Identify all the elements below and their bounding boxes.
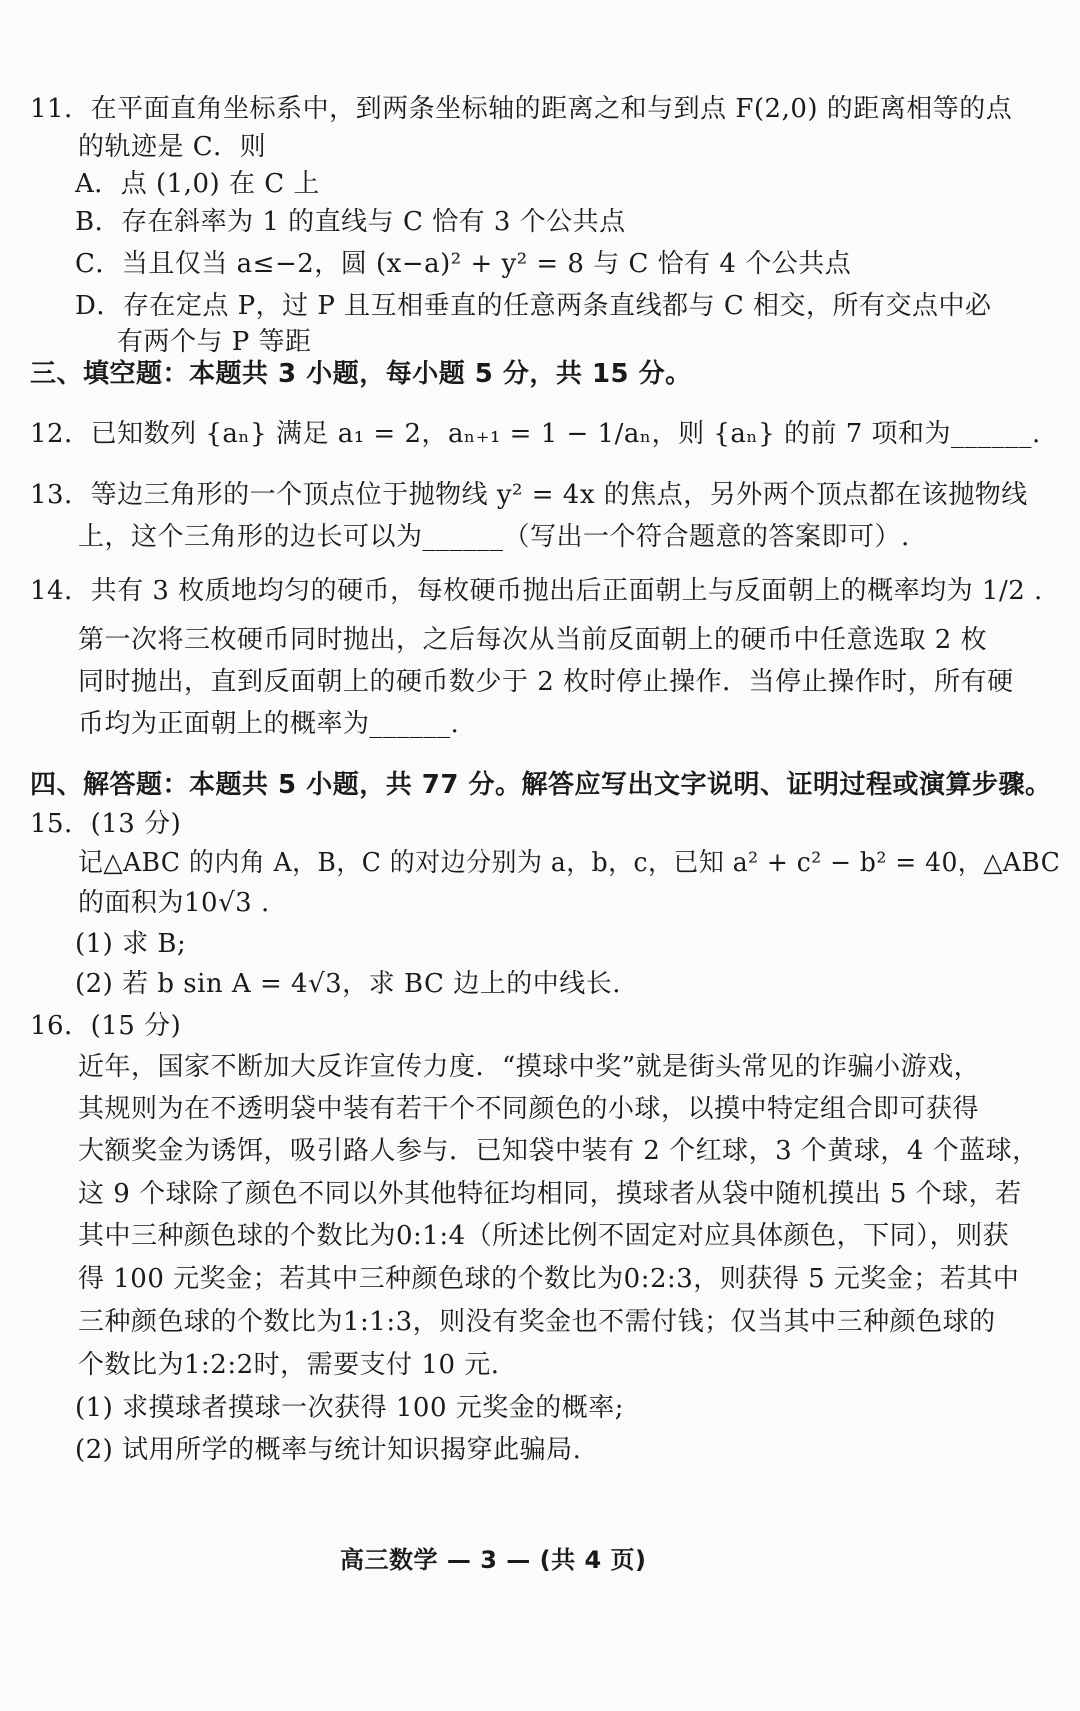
q11-option-b: B．存在斜率为 1 的直线与 C 恰有 3 个公共点 [75,207,626,237]
q14-line-4: 币均为正面朝上的概率为______. [78,709,460,739]
q14-line-1: 14．共有 3 枚质地均匀的硬币，每枚硬币抛出后正面朝上与反面朝上的概率均为 1/2 . [30,576,1043,606]
q15-part-2: (2) 若 b sin A = 4√3，求 BC 边上的中线长. [75,969,621,999]
q16-part-2: (2) 试用所学的概率与统计知识揭穿此骗局. [75,1435,582,1465]
section-3-heading: 三、填空题：本题共 3 小题，每小题 5 分，共 15 分。 [30,359,692,389]
q16-line-2: 其规则为在不透明袋中装有若干个不同颜色的小球，以摸中特定组合即可获得 [78,1094,980,1124]
q16-heading: 16．(15 分) [30,1011,182,1041]
q14-line-2: 第一次将三枚硬币同时抛出，之后每次从当前反面朝上的硬币中任意选取 2 枚 [78,625,988,655]
q15-line-2: 的面积为10√3 . [78,888,270,918]
q11-option-d-line-1: D．存在定点 P，过 P 且互相垂直的任意两条直线都与 C 相交，所有交点中必 [75,291,992,321]
q16-line-7: 三种颜色球的个数比为1:1:3，则没有奖金也不需付钱；仅当其中三种颜色球的 [78,1307,996,1337]
q11-option-c: C．当且仅当 a≤−2，圆 (x−a)² + y² = 8 与 C 恰有 4 个公共点 [75,249,852,279]
q15-part-1: (1) 求 B; [75,929,187,959]
q16-line-1: 近年，国家不断加大反诈宣传力度．“摸球中奖”就是街头常见的诈骗小游戏， [78,1052,981,1082]
q11-line-2: 的轨迹是 C．则 [78,132,267,162]
q11-option-d-line-2: 有两个与 P 等距 [117,327,312,357]
q16-line-6: 得 100 元奖金；若其中三种颜色球的个数比为0:2:3，则获得 5 元奖金；若其中 [78,1264,1020,1294]
q16-line-5: 其中三种颜色球的个数比为0:1:4（所述比例不固定对应具体颜色，下同），则获 [78,1221,1010,1251]
q16-line-4: 这 9 个球除了颜色不同以外其他特征均相同，摸球者从袋中随机摸出 5 个球，若 [78,1179,1022,1209]
q14-line-3: 同时抛出，直到反面朝上的硬币数少于 2 枚时停止操作．当停止操作时，所有硬 [78,667,1014,697]
q13-line-2: 上，这个三角形的边长可以为______（写出一个符合题意的答案即可）. [78,522,910,552]
q15-heading: 15．(13 分) [30,809,182,839]
page-footer: 高三数学 — 3 — (共 4 页) [340,1546,647,1574]
q13-line-1: 13．等边三角形的一个顶点位于抛物线 y² = 4x 的焦点，另外两个顶点都在该抛物线 [30,480,1028,510]
q15-line-1: 记△ABC 的内角 A，B，C 的对边分别为 a，b，c，已知 a² + c² − b² = 40，△ABC [78,848,1061,878]
q11-option-a: A．点 (1,0) 在 C 上 [75,169,320,199]
section-4-heading: 四、解答题：本题共 5 小题，共 77 分。解答应写出文字说明、证明过程或演算步骤。 [30,770,1052,800]
q16-part-1: (1) 求摸球者摸球一次获得 100 元奖金的概率; [75,1393,625,1423]
q16-line-8: 个数比为1:2:2时，需要支付 10 元. [78,1350,500,1380]
q16-line-3: 大额奖金为诱饵，吸引路人参与．已知袋中装有 2 个红球，3 个黄球，4 个蓝球， [78,1136,1039,1166]
q11-line-1: 11．在平面直角坐标系中，到两条坐标轴的距离之和与到点 F(2,0) 的距离相等的点 [30,94,1013,124]
q12-text: 12．已知数列 {aₙ} 满足 a₁ = 2，aₙ₊₁ = 1 − 1/aₙ，则 {aₙ} 的前 7 项和为______. [30,419,1041,449]
